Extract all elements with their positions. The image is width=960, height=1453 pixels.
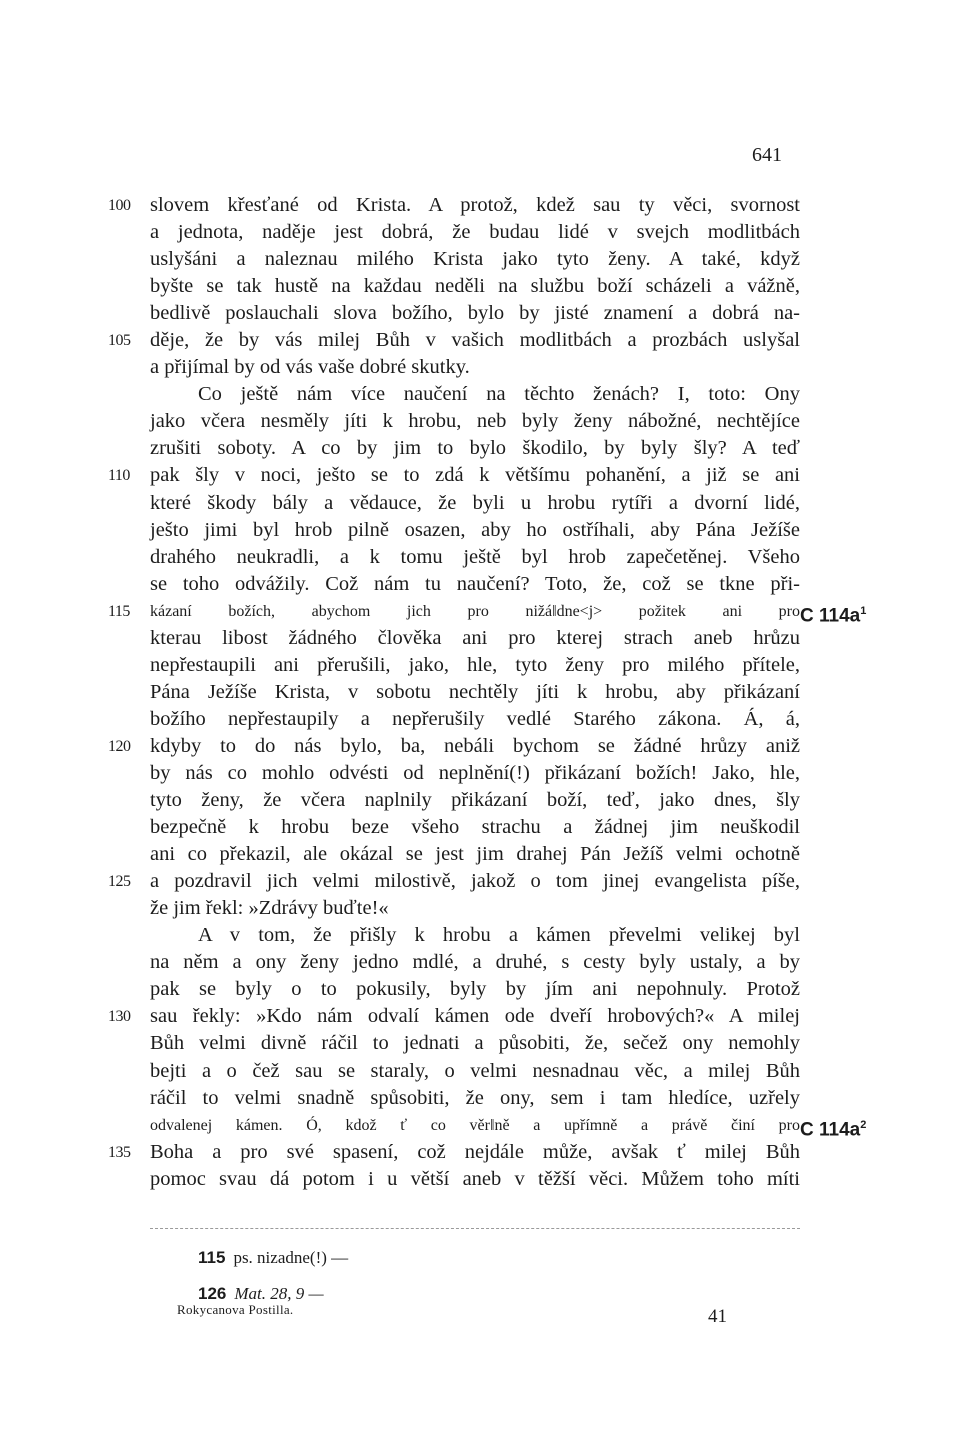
line-number: 105 — [108, 332, 131, 350]
margin-reference-sup: 1 — [860, 604, 867, 617]
margin-reference — [800, 1112, 866, 1143]
line-text: odvalenej kámen. Ó, kdož ť co věr‖ně a upřímně a právě činí pro — [150, 1116, 800, 1134]
line-text: uslyšáni a naleznau milého Krista jako tyto ženy. A také, když — [150, 248, 800, 271]
line-text: ráčil to velmi snadně spůsobiti, že ony, sem i tam hledíce, uzřely — [150, 1086, 800, 1109]
text-line — [150, 841, 800, 868]
text-line — [150, 1112, 867, 1140]
line-text: sau řekly: »Kdo nám odvalí kámen ode dveří hrobových?« A milej — [150, 1005, 800, 1028]
footnote-text: Mat. 28, 9 — — [234, 1284, 324, 1303]
text-line — [150, 300, 800, 327]
text-line — [108, 1003, 800, 1030]
footnote-number: 126 — [198, 1284, 227, 1303]
text-line — [150, 1058, 800, 1085]
line-text: tyto ženy, že včera naplnily přikázaní boží, teď, jako dnes, šly — [150, 789, 800, 812]
text-line — [108, 733, 800, 760]
text-line — [150, 1085, 800, 1112]
page-number: 641 — [752, 144, 782, 166]
text-line — [150, 949, 800, 976]
text-line — [150, 381, 800, 408]
printer-signature: Rokycanova Postilla. — [177, 1302, 294, 1317]
text-line — [150, 1030, 800, 1057]
text-line — [150, 435, 800, 462]
text-line — [150, 625, 800, 652]
line-text: pomoc svau dá potom i u větší aneb v těžší věci. Můžem toho míti — [150, 1167, 800, 1190]
text-line — [108, 192, 800, 219]
text-line — [150, 246, 800, 273]
text-line — [150, 571, 800, 598]
text-line — [150, 760, 800, 787]
line-text: jako včera nesměly jíti k hrobu, neb byly ženy nábožné, nechtějíce — [150, 410, 800, 433]
line-text: kdyby to do nás bylo, ba, nebáli bychom se žádné hrůzy aniž — [150, 734, 800, 757]
footnote-number: 115 — [198, 1248, 226, 1267]
line-number: 110 — [108, 467, 130, 485]
line-text: božího nepřestaupily a nepřerušily vedlé Starého zákona. Á, á, — [150, 707, 800, 730]
main-text — [108, 192, 867, 1193]
text-line — [150, 544, 800, 571]
margin-reference-label: C 114a — [800, 605, 861, 627]
line-text: pak se byly o to pokusily, byly by jím ani nepohnuly. Protož — [150, 978, 800, 1001]
margin-reference-label: C 114a — [800, 1118, 861, 1140]
footnote-divider — [150, 1228, 800, 1229]
line-number: 135 — [108, 1143, 131, 1161]
line-number: 130 — [108, 1008, 131, 1026]
text-line — [108, 462, 800, 489]
line-text: bejti a o čež sau se staraly, o velmi nesnadnau věc, a milej Bůh — [150, 1059, 800, 1082]
text-line — [150, 787, 800, 814]
text-line — [150, 706, 800, 733]
text-line — [108, 868, 800, 895]
line-text: Boha a pro své spasení, což nejdále může, avšak ť milej Bůh — [150, 1140, 800, 1163]
line-text: drahého neukradli, a k tomu ještě byl hrob zapečetěnej. Všeho — [150, 545, 800, 568]
line-text: kázaní božích, abychom jich pro nižá‖dne<j> požitek ani pro — [150, 602, 800, 620]
text-line — [108, 598, 867, 627]
text-line — [108, 1139, 800, 1166]
line-text: se toho odvážily. Což nám tu naučení? Toto, že, což se tkne při- — [150, 572, 800, 595]
text-line — [150, 273, 800, 300]
text-line — [150, 679, 800, 706]
line-text: zrušiti soboty. A co by jim to bylo škodilo, by byly šly? A teď — [150, 437, 800, 460]
line-text: Co ještě nám více naučení na těchto ženách? I, toto: Ony — [198, 383, 800, 406]
line-text: ani co překazil, ale okázal se jest jim drahej Pán Ježíš velmi ochotně — [150, 843, 800, 866]
line-text: které škody bály a vědauce, že byli u hrobu rytíři a dvorní lidé, — [150, 491, 800, 514]
line-number: 125 — [108, 873, 131, 891]
line-number: 115 — [108, 602, 130, 620]
line-text: Pána Ježíše Krista, v sobotu nechtěly jíti k hrobu, aby přikázaní — [150, 680, 800, 703]
line-text: na něm a ony ženy jedno mdlé, a druhé, s cesty byly ustaly, a by — [150, 951, 800, 974]
line-text: bezpečně k hrobu beze všeho strachu a žádnej jim neuškodil — [150, 816, 800, 839]
line-text: že jim řekl: »Zdrávy buďte!« — [150, 897, 389, 920]
line-text: kterau libost žádného člověka ani pro kterej strach aneb hrůzu — [150, 626, 800, 649]
text-line — [150, 814, 800, 841]
line-text: děje, že by vás milej Bůh v vašich modlitbách a prozbách uslyšal — [150, 329, 800, 352]
line-number: 120 — [108, 737, 131, 755]
text-line — [150, 1166, 800, 1193]
text-line — [108, 327, 800, 354]
text-line — [150, 895, 800, 922]
text-line — [150, 517, 800, 544]
text-line — [150, 408, 800, 435]
text-line — [150, 922, 800, 949]
line-text: A v tom, že přišly k hrobu a kámen převelmi velikej byl — [198, 924, 800, 947]
line-text: Bůh velmi divně ráčil to jednati a působiti, že, sečež ony nemohly — [150, 1032, 800, 1055]
line-text: ješto jimi byl hrob pilně osazen, aby ho ostříhali, aby Pána Ježíše — [150, 518, 800, 541]
line-text: by nás co mohlo odvésti od neplnění(!) přikázaní božích! Jako, hle, — [150, 761, 800, 784]
sheet-number: 41 — [708, 1306, 727, 1327]
text-line — [150, 652, 800, 679]
line-number: 100 — [108, 197, 131, 214]
text-line — [150, 976, 800, 1003]
margin-reference — [800, 598, 866, 629]
line-text: pak šly v noci, ješto se to zdá k většímu pohanění, a již se ani — [150, 464, 800, 487]
line-text: a přijímal by od vás vaše dobré skutky. — [150, 356, 470, 379]
text-line — [150, 354, 800, 381]
line-text: nepřestaupili ani přerušili, jako, hle, tyto ženy pro milého přítele, — [150, 653, 800, 676]
line-text: slovem křesťané od Krista. A protož, kdež sau ty věci, svornost — [150, 194, 800, 216]
margin-reference-sup: 2 — [860, 1118, 867, 1131]
line-text: a jednota, naděje jest dobrá, že budau lidé v svejch modlitbách — [150, 221, 800, 244]
footnote — [198, 1240, 348, 1276]
text-line — [150, 219, 800, 246]
line-text: byšte se tak hustě na každau neděli na službu boží scházeli a vážně, — [150, 275, 800, 298]
line-text: bedlivě poslauchali slova božího, bylo by jisté znamení a dobrá na- — [150, 302, 800, 325]
footnote-text: ps. nizadne(!) — — [233, 1248, 349, 1267]
text-line — [150, 490, 800, 517]
line-text: a pozdravil jich velmi milostivě, jakož o tom jinej evangelista píše, — [150, 870, 800, 893]
